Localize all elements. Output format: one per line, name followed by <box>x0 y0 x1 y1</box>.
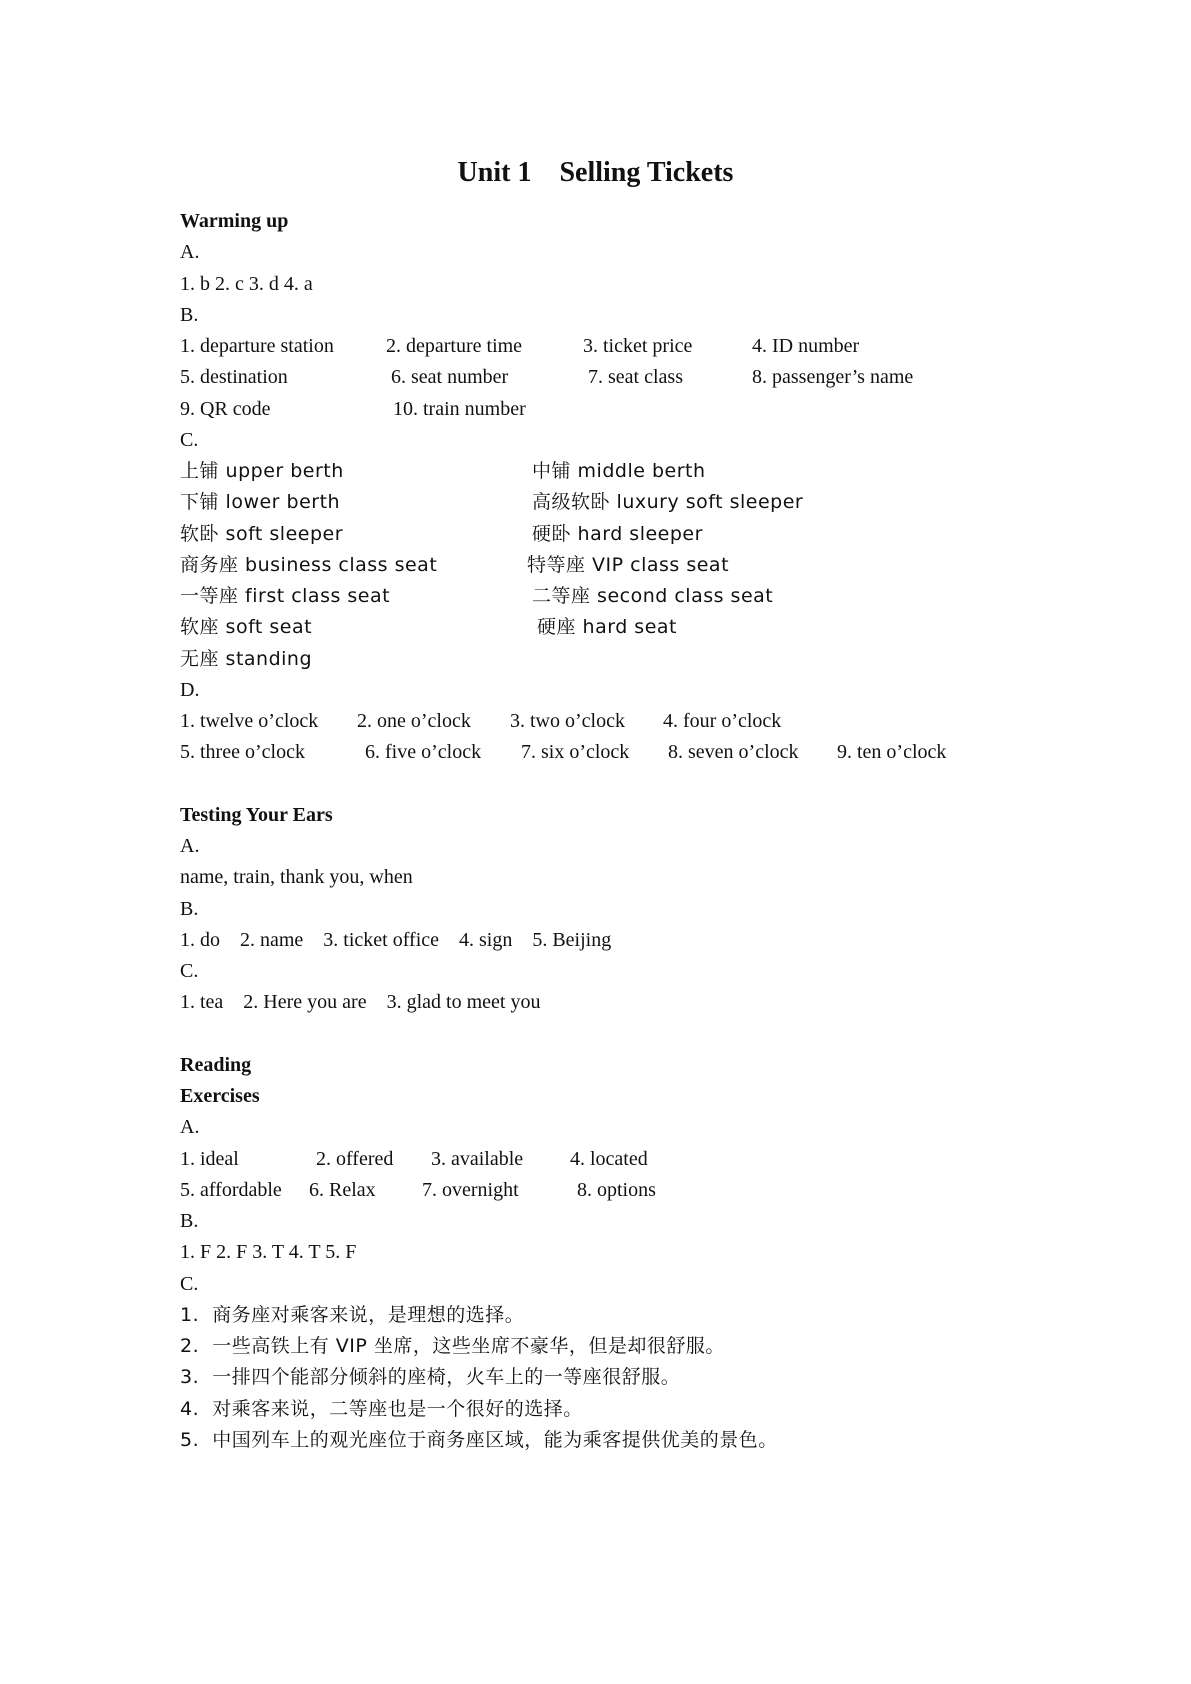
seat-term: 软座 soft seat <box>180 616 313 639</box>
vocab-item: 6. seat number <box>391 366 509 389</box>
seat-term: 商务座 business class seat <box>180 553 438 576</box>
translation-item: 1. 商务座对乘客来说，是理想的选择。 <box>180 1303 525 1326</box>
translation-item: 4. 对乘客来说，二等座也是一个很好的选择。 <box>180 1397 583 1420</box>
seat-term: 上铺 upper berth <box>180 460 344 482</box>
seat-term: 特等座 VIP class seat <box>527 553 730 576</box>
part-label: B. <box>180 1210 199 1232</box>
word-row <box>180 1144 1080 1175</box>
translation-item: 5. 中国列车上的观光座位于商务座区域，能为乘客提供优美的景色。 <box>180 1428 778 1451</box>
seat-term: 软卧 soft sleeper <box>180 522 344 545</box>
word-row <box>180 1175 1080 1206</box>
vocab-item: 4. ID number <box>752 335 860 357</box>
part-label: C. <box>180 428 199 451</box>
part-label: B. <box>180 303 199 326</box>
time-item: 6. five o’clock <box>365 741 482 764</box>
seat-term: 硬卧 hard sleeper <box>532 522 703 545</box>
seat-term: 高级软卧 luxury soft sleeper <box>532 491 804 514</box>
vocab-item: 8. passenger’s name <box>752 366 914 389</box>
seat-term: 一等座 first class seat <box>180 585 391 607</box>
vocab-row <box>180 331 1080 362</box>
time-item: 8. seven o’clock <box>668 741 799 764</box>
seat-term-row <box>180 644 1080 675</box>
seat-term: 硬座 hard seat <box>537 616 677 639</box>
answer-line: 1. do 2. name 3. ticket office 4. sign 5. Beijing <box>180 928 612 951</box>
word-item: 6. Relax <box>309 1178 376 1201</box>
part-label: C. <box>180 1272 199 1295</box>
answer-line: 1. tea 2. Here you are 3. glad to meet you <box>180 991 541 1014</box>
section-gap <box>180 769 1080 800</box>
vocab-item: 10. train number <box>393 397 526 420</box>
vocab-item: 1. departure station <box>180 335 334 357</box>
seat-term-row <box>180 456 1080 487</box>
section-heading-warming-up: Warming up <box>180 210 289 232</box>
answer-line: name, train, thank you, when <box>180 866 413 889</box>
part-label: A. <box>180 241 200 264</box>
seat-term-row <box>180 550 1080 581</box>
seat-term-row <box>180 519 1080 550</box>
vocab-row <box>180 394 1080 425</box>
seat-term: 无座 standing <box>180 647 313 670</box>
page-title: Unit 1 Selling Tickets <box>457 157 734 188</box>
seat-term: 二等座 second class seat <box>532 585 774 607</box>
word-item: 7. overnight <box>422 1178 519 1201</box>
time-item: 4. four o’clock <box>663 710 782 732</box>
time-item: 3. two o’clock <box>510 710 625 732</box>
vocab-row <box>180 362 1080 393</box>
vocab-item: 3. ticket price <box>583 335 693 357</box>
seat-term-row <box>180 581 1080 612</box>
word-item: 2. offered <box>316 1147 394 1170</box>
seat-term-row <box>180 612 1080 643</box>
translation-item: 3. 一排四个能部分倾斜的座椅，火车上的一等座很舒服。 <box>180 1366 681 1389</box>
seat-term: 中铺 middle berth <box>532 460 706 482</box>
time-item: 5. three o’clock <box>180 741 305 764</box>
part-label: B. <box>180 897 199 920</box>
answer-line: 1. F 2. F 3. T 4. T 5. F <box>180 1241 357 1264</box>
section-gap <box>180 1019 1080 1050</box>
translation-item: 2. 一些高铁上有 VIP 坐席，这些坐席不豪华，但是却很舒服。 <box>180 1335 725 1357</box>
word-item: 4. located <box>570 1147 648 1170</box>
vocab-item: 5. destination <box>180 366 288 389</box>
seat-term: 下铺 lower berth <box>180 491 341 514</box>
time-row <box>180 737 1080 768</box>
answer-line: 1. b 2. c 3. d 4. a <box>180 272 313 295</box>
time-row <box>180 706 1080 737</box>
time-item: 7. six o’clock <box>521 741 630 764</box>
part-label: D. <box>180 678 200 701</box>
part-label: A. <box>180 835 200 857</box>
seat-term-row <box>180 487 1080 518</box>
vocab-item: 7. seat class <box>588 366 683 389</box>
word-item: 3. available <box>431 1147 524 1170</box>
time-item: 1. twelve o’clock <box>180 710 319 732</box>
time-item: 9. ten o’clock <box>837 741 947 764</box>
section-heading-testing-ears: Testing Your Ears <box>180 803 333 826</box>
word-item: 1. ideal <box>180 1147 239 1170</box>
time-item: 2. one o’clock <box>357 710 471 732</box>
part-label: A. <box>180 1116 200 1139</box>
word-item: 5. affordable <box>180 1178 282 1201</box>
word-item: 8. options <box>577 1178 656 1201</box>
part-label: C. <box>180 960 199 982</box>
answer-key-content <box>180 206 1080 1456</box>
section-heading-reading: Reading <box>180 1053 252 1076</box>
subsection-heading-exercises: Exercises <box>180 1085 260 1107</box>
vocab-item: 9. QR code <box>180 397 271 420</box>
vocab-item: 2. departure time <box>386 335 523 357</box>
